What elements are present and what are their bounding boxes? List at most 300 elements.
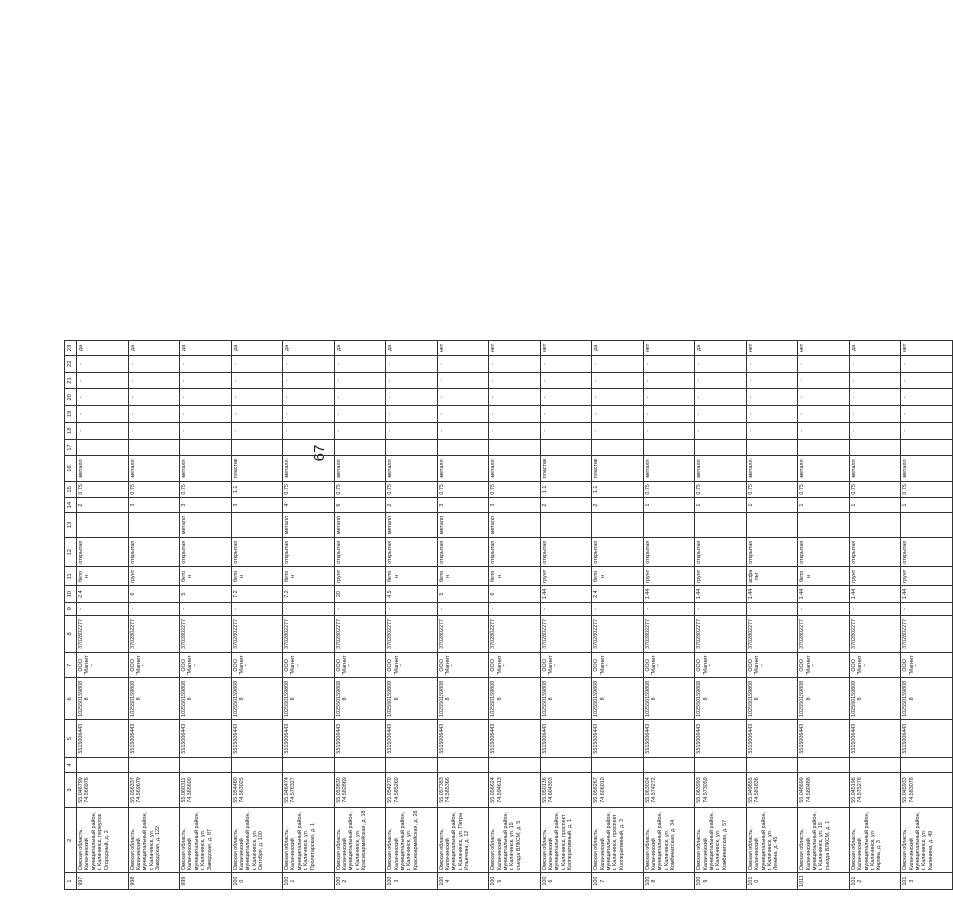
okpo-cell: 3702802277 [849,615,901,653]
volume-cell: 1.1 [592,481,644,498]
organization-cell: ООО "Магнит" [128,653,180,678]
table-row [695,341,747,890]
column-20-cell: - [334,389,386,406]
column-4-cell [540,758,592,773]
address-cell: Омская область, Калачинский муниципальный район, г. Калачинск, ул. Заводская, д. 122 [128,808,180,873]
column-header-12: 12 [65,538,77,567]
column-17-cell [540,439,592,456]
column-4-cell [592,758,644,773]
column-17-cell [592,439,644,456]
column-9-cell: - [489,603,541,616]
site-type-cell: открытая [283,538,335,567]
organization-cell: ООО "Магнит" [540,653,592,678]
container-count-cell: 1 [849,498,901,513]
coordinates-cell: 55.054480 74.563025 [231,772,283,808]
address-cell: Омская область, Калачинский муниципальный район, г. Калачинск, ул. Петра Ильичева, д. 12 [437,808,489,873]
site-type-cell: открытая [386,538,438,567]
column-header-19: 19 [65,406,77,423]
column-19-cell: - [283,406,335,423]
area-cell: 5 [437,586,489,603]
site-type-cell: открытая [231,538,283,567]
included-cell: да [592,341,644,356]
column-header-9: 9 [65,603,77,616]
site-type-cell: открытая [849,538,901,567]
volume-cell: 0.75 [489,481,541,498]
okpo-cell: 3702802277 [77,615,129,653]
material-cell: металл [489,456,541,481]
coordinates-cell: 55.046474 74.576327 [283,772,335,808]
container-count-cell: 1 [695,498,747,513]
column-9-cell: - [77,603,129,616]
volume-cell: 1.1 [231,481,283,498]
ogrn-cell: 1025501598088 [798,678,850,720]
column-22-cell: - [334,355,386,372]
inn-cell: 5515006443 [334,720,386,758]
column-22-cell: - [283,355,335,372]
column-19-cell: - [540,406,592,423]
column-18-cell: - [386,422,438,439]
site-type-cell: открытая [540,538,592,567]
area-cell: 6 [128,586,180,603]
column-9-cell: - [901,603,953,616]
organization-cell: ООО "Магнит" [798,653,850,678]
column-17-cell [231,439,283,456]
ogrn-cell: 1025501598088 [695,678,747,720]
material-cell: металл [180,456,232,481]
column-9-cell: - [231,603,283,616]
column-4-cell [180,758,232,773]
address-cell: Омская область, Калачинский муниципальный район, г. Калачинск, ул. Комбинатская, д. 57 [695,808,747,873]
row-number: 1000 [231,873,283,890]
table-row [386,341,438,890]
organization-cell: ООО "Магнит" [695,653,747,678]
column-22-cell: - [798,355,850,372]
coordinates-cell: 55.056337 74.569679 [128,772,180,808]
coordinates-cell: 55.060311 74.565600 [180,772,232,808]
site-type-cell: открытая [746,538,798,567]
area-cell: 20 [334,586,386,603]
column-4-cell [695,758,747,773]
fence-cell: металл [437,512,489,537]
fence-cell [128,512,180,537]
address-cell: Омская область, Калачинский муниципальный район, г. Калачинск, ул. 15 съезда ВЛКСМ, д. 5 [489,808,541,873]
column-4-cell [334,758,386,773]
included-cell: да [231,341,283,356]
column-21-cell: - [746,372,798,389]
included-cell: да [849,341,901,356]
address-cell: Омская область, Калачинский муниципальный район, г. Калачинск, проспект Кооперативный, д. 1 [540,808,592,873]
surface-cell: грунт [128,567,180,586]
area-cell: 5 [180,586,232,603]
column-17-cell [180,439,232,456]
area-cell: 1.44 [746,586,798,603]
site-type-cell: открытая [489,538,541,567]
row-number: 997 [77,873,129,890]
column-4-cell [283,758,335,773]
area-cell: 6 [489,586,541,603]
surface-cell: бетон [180,567,232,586]
column-22-cell: - [901,355,953,372]
column-header-15: 15 [65,481,77,498]
column-19-cell: - [128,406,180,423]
organization-cell: ООО "Магнит" [77,653,129,678]
column-header-6: 6 [65,678,77,720]
column-21-cell: - [334,372,386,389]
column-19-cell: - [334,406,386,423]
table-body [77,341,953,890]
inn-cell: 5515006443 [77,720,129,758]
column-header-10: 10 [65,586,77,603]
area-cell: 4.5 [386,586,438,603]
column-20-cell: - [695,389,747,406]
column-21-cell: - [540,372,592,389]
ogrn-cell: 1025501598088 [746,678,798,720]
surface-cell: бетон [489,567,541,586]
row-number: 1002 [334,873,386,890]
area-cell: 2.4 [77,586,129,603]
coordinates-cell: 55.057383 74.585366 [437,772,489,808]
column-20-cell: - [283,389,335,406]
coordinates-cell: 55.063993 74.573059 [695,772,747,808]
table-row [128,341,180,890]
column-20-cell: - [798,389,850,406]
coordinates-cell: 55.056267 74.606010 [592,772,644,808]
column-17-cell [798,439,850,456]
surface-cell: бетон [798,567,850,586]
column-19-cell: - [643,406,695,423]
column-4-cell [849,758,901,773]
ogrn-cell: 1025501598088 [180,678,232,720]
column-20-cell: - [849,389,901,406]
column-4-cell [746,758,798,773]
table-row [334,341,386,890]
column-20-cell: - [77,389,129,406]
column-22-cell: - [231,355,283,372]
ogrn-cell: 1025501598088 [901,678,953,720]
volume-cell: 0.75 [283,481,335,498]
container-count-cell: 1 [643,498,695,513]
column-header-16: 16 [65,456,77,481]
column-19-cell: - [437,406,489,423]
column-header-7: 7 [65,653,77,678]
container-count-cell: 3 [489,498,541,513]
inn-cell: 5515006443 [695,720,747,758]
organization-cell: ООО "Магнит" [231,653,283,678]
inn-cell: 5515006443 [540,720,592,758]
row-number: 1005 [489,873,541,890]
column-19-cell: - [849,406,901,423]
column-4-cell [386,758,438,773]
column-9-cell: - [746,603,798,616]
address-cell: Омская область, Калачинский муниципальный район, г. Калачинск, ул. Комбинатская, д. 34 [643,808,695,873]
column-4-cell [643,758,695,773]
okpo-cell: 3702802277 [231,615,283,653]
registry-table [64,340,953,890]
ogrn-cell: 1025501598088 [77,678,129,720]
area-cell: 1.44 [695,586,747,603]
column-17-cell [746,439,798,456]
included-cell: нет [746,341,798,356]
site-type-cell: открытая [334,538,386,567]
column-4-cell [128,758,180,773]
organization-cell: ООО "Магнит" [180,653,232,678]
column-4-cell [489,758,541,773]
fence-cell [695,512,747,537]
column-header-18: 18 [65,422,77,439]
organization-cell: ООО "Магнит" [283,653,335,678]
included-cell: нет [643,341,695,356]
inn-cell: 5515006443 [901,720,953,758]
organization-cell: ООО "Магнит" [592,653,644,678]
okpo-cell: 3702802277 [746,615,798,653]
included-cell: да [283,341,335,356]
address-cell: Омская область, Калачинский муниципальный район, г. Калачинск, ул. Красноармейская, д. 26 [386,808,438,873]
included-cell: да [386,341,438,356]
column-18-cell: - [746,422,798,439]
fence-cell [798,512,850,537]
surface-cell: грунт [334,567,386,586]
container-count-cell: 2 [77,498,129,513]
included-cell: нет [798,341,850,356]
column-18-cell: - [283,422,335,439]
area-cell: 7.2 [231,586,283,603]
ogrn-cell: 1025501598088 [489,678,541,720]
material-cell: металл [334,456,386,481]
fence-cell [849,512,901,537]
included-cell: нет [489,341,541,356]
column-19-cell: - [798,406,850,423]
inn-cell: 5515006443 [798,720,850,758]
inn-cell: 5515006443 [643,720,695,758]
okpo-cell: 3702802277 [901,615,953,653]
column-header-4: 4 [65,758,77,773]
address-cell: Омская область, Калачинский муниципальный район, г. Калачинск, ул. Заводская, д. 87 [180,808,232,873]
material-cell: металл [437,456,489,481]
column-header-14: 14 [65,498,77,513]
ogrn-cell: 1025501598088 [283,678,335,720]
surface-cell: бетон [77,567,129,586]
container-count-cell: 3 [437,498,489,513]
coordinates-cell: 55.045933 74.583078 [901,772,953,808]
included-cell: да [695,341,747,356]
material-cell: пластик [540,456,592,481]
okpo-cell: 3702802277 [489,615,541,653]
column-4-cell [798,758,850,773]
column-21-cell: - [437,372,489,389]
column-9-cell: - [180,603,232,616]
column-18-cell: - [128,422,180,439]
volume-cell: 0.75 [180,481,232,498]
column-header-13: 13 [65,512,77,537]
row-number: 1004 [437,873,489,890]
column-21-cell: - [77,372,129,389]
coordinates-cell: 55.048699 74.580488 [798,772,850,808]
column-header-23: 23 [65,341,77,356]
surface-cell: асфальт [746,567,798,586]
ogrn-cell: 1025501598088 [128,678,180,720]
column-9-cell: - [540,603,592,616]
okpo-cell: 3702802277 [128,615,180,653]
address-cell: Омская область, Калачинский муниципальный район, г. Калачинск, переулок Огородный, д. 2 [77,808,129,873]
material-cell: металл [128,456,180,481]
column-20-cell: - [901,389,953,406]
column-21-cell: - [592,372,644,389]
site-type-cell: открытая [128,538,180,567]
row-number: 1006 [540,873,592,890]
column-21-cell: - [180,372,232,389]
table-row [180,341,232,890]
row-number: 1013 [901,873,953,890]
column-4-cell [901,758,953,773]
volume-cell: 0.75 [334,481,386,498]
column-18-cell: - [180,422,232,439]
column-22-cell: - [746,355,798,372]
container-count-cell: 4 [283,498,335,513]
material-cell: пластик [231,456,283,481]
fence-cell [77,512,129,537]
organization-cell: ООО "Магнит" [437,653,489,678]
row-number: 999 [180,873,232,890]
row-number: 1001 [283,873,335,890]
fence-cell [592,512,644,537]
coordinates-cell: 55.063024 74.574272 [643,772,695,808]
column-9-cell: - [592,603,644,616]
area-cell: 1.44 [849,586,901,603]
column-22-cell: - [643,355,695,372]
included-cell: да [180,341,232,356]
volume-cell: 0.75 [643,481,695,498]
site-type-cell: открытая [180,538,232,567]
ogrn-cell: 1025501598088 [540,678,592,720]
material-cell: металл [901,456,953,481]
volume-cell: 0.75 [901,481,953,498]
row-number: 1008 [643,873,695,890]
volume-cell: 0.75 [695,481,747,498]
area-cell: 2.4 [592,586,644,603]
volume-cell: 0.75 [437,481,489,498]
column-header-21: 21 [65,372,77,389]
inn-cell: 5515006443 [128,720,180,758]
material-cell: металл [386,456,438,481]
inn-cell: 5515006443 [489,720,541,758]
column-9-cell: - [798,603,850,616]
column-21-cell: - [231,372,283,389]
column-20-cell: - [386,389,438,406]
volume-cell: 0.75 [128,481,180,498]
container-count-cell: 1 [746,498,798,513]
material-cell: металл [77,456,129,481]
inn-cell: 5515006443 [746,720,798,758]
row-number: 998 [128,873,180,890]
surface-cell: бетон [231,567,283,586]
row-number: 1003 [386,873,438,890]
okpo-cell: 3702802277 [386,615,438,653]
okpo-cell: 3702802277 [643,615,695,653]
organization-cell: ООО "Магнит" [489,653,541,678]
fence-cell: металл [489,512,541,537]
okpo-cell: 3702802277 [334,615,386,653]
table-row [643,341,695,890]
ogrn-cell: 1025501598088 [437,678,489,720]
column-18-cell: - [695,422,747,439]
column-21-cell: - [283,372,335,389]
column-17-cell [695,439,747,456]
inn-cell: 5515006443 [386,720,438,758]
fence-cell: металл [334,512,386,537]
column-4-cell [231,758,283,773]
page-number: 67 [311,444,328,462]
column-21-cell: - [128,372,180,389]
column-21-cell: - [849,372,901,389]
site-type-cell: открытая [77,538,129,567]
coordinates-cell: 55.050136 74.604303 [540,772,592,808]
included-cell: да [128,341,180,356]
area-cell: 1.44 [643,586,695,603]
fence-cell: металл [283,512,335,537]
ogrn-cell: 1025501598088 [386,678,438,720]
volume-cell: 0.75 [849,481,901,498]
organization-cell: ООО "Магнит" [386,653,438,678]
area-cell: 1.44 [540,586,592,603]
column-18-cell: - [540,422,592,439]
column-18-cell: - [798,422,850,439]
row-number: 1007 [592,873,644,890]
address-cell: Омская область, Калачинский муниципальный район, г. Калачинск, ул. Красноармейская, д. 18 [334,808,386,873]
column-22-cell: - [849,355,901,372]
organization-cell: ООО "Магнит" [643,653,695,678]
okpo-cell: 3702802277 [592,615,644,653]
column-9-cell: - [283,603,335,616]
material-cell: металл [695,456,747,481]
organization-cell: ООО "Магнит" [901,653,953,678]
table-row [540,341,592,890]
coordinates-cell: 55.049855 74.581836 [746,772,798,808]
registry-sheet [64,1,934,890]
column-22-cell: - [540,355,592,372]
column-header-8: 8 [65,615,77,653]
organization-cell: ООО "Магнит" [849,653,901,678]
column-17-cell [334,439,386,456]
column-17-cell [437,439,489,456]
column-22-cell: - [695,355,747,372]
column-22-cell: - [489,355,541,372]
column-20-cell: - [592,389,644,406]
organization-cell: ООО "Магнит" [746,653,798,678]
column-22-cell: - [77,355,129,372]
inn-cell: 5515006443 [437,720,489,758]
surface-cell: грунт [643,567,695,586]
row-number: 1010 [746,873,798,890]
inn-cell: 5515006443 [849,720,901,758]
column-18-cell: - [849,422,901,439]
column-19-cell: - [386,406,438,423]
address-cell: Омская область, Калачинский муниципальный район, г. Калачинск, ул. 15 съезда ВЛКСМ, д. 1 [798,808,850,873]
container-count-cell: 1 [901,498,953,513]
okpo-cell: 3702802277 [798,615,850,653]
surface-cell: грунт [901,567,953,586]
column-header-22: 22 [65,355,77,372]
column-22-cell: - [128,355,180,372]
row-number: 1011 [798,873,850,890]
column-18-cell: - [437,422,489,439]
address-cell: Омская область, Калачинский муниципальный район, г. Калачинск, ул. Ленина, д. 45 [746,808,798,873]
surface-cell: грунт [695,567,747,586]
address-cell: Омская область, Калачинский муниципальный район, г. Калачинск, ул. Пролетарская, д. 1 [283,808,335,873]
site-type-cell: открытая [592,538,644,567]
column-21-cell: - [901,372,953,389]
column-22-cell: - [386,355,438,372]
column-17-cell [643,439,695,456]
